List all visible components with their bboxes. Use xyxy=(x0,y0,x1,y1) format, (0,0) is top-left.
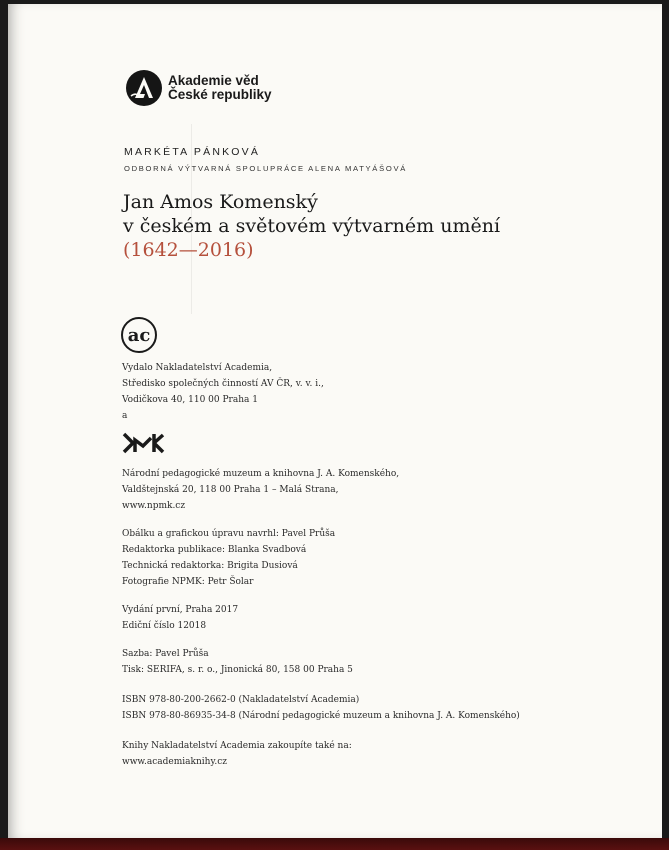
npmk-line: Valdštejnská 20, 118 00 Praha 1 – Malá Strana, xyxy=(122,485,339,495)
title-line1: Jan Amos Komenský xyxy=(123,191,318,213)
printer-line: Tisk: SERIFA, s. r. o., Jinonická 80, 158 00 Praha 5 xyxy=(122,665,353,675)
edition-block xyxy=(122,602,238,634)
academia-ac-icon xyxy=(120,316,158,359)
npmk-logo-icon xyxy=(121,432,167,459)
academy-a-icon xyxy=(126,70,162,106)
shop-website: www.academiaknihy.cz xyxy=(122,757,227,767)
academia-line: Vydalo Nakladatelství Academia, xyxy=(122,363,273,373)
edition-number: Ediční číslo 12018 xyxy=(122,621,207,631)
shop-line: Knihy Nakladatelství Academia zakoupíte také na: xyxy=(122,741,352,751)
academia-line: Vodičkova 40, 110 00 Praha 1 xyxy=(122,395,258,405)
credit-line: Technická redaktorka: Brigita Dusiová xyxy=(122,561,298,571)
book-cover-edge xyxy=(0,838,669,850)
isbn-npmk: ISBN 978-80-86935-34-8 (Národní pedagogické muzeum a knihovna J. A. Komenského) xyxy=(122,711,520,721)
print-block xyxy=(122,646,353,678)
credit-line: Obálku a grafickou úpravu navrhl: Pavel Průša xyxy=(122,529,336,539)
npmk-line: Národní pedagogické muzeum a knihovna J. A. Komenského, xyxy=(122,469,400,479)
academy-name-line1: Akademie věd xyxy=(168,73,259,88)
academy-name xyxy=(168,74,272,102)
title-line2: v českém a světovém výtvarném umění xyxy=(123,215,501,237)
collaboration-credit: ODBORNÁ VÝTVARNÁ SPOLUPRÁCE ALENA MATYÁŠOVÁ xyxy=(124,164,407,173)
conjunction: a xyxy=(122,411,128,421)
typesetting-line: Sazba: Pavel Průša xyxy=(122,649,209,659)
academia-line: Středisko společných činností AV ČR, v. v. i., xyxy=(122,379,324,389)
academia-publisher-block xyxy=(122,360,324,424)
academia-logo-text: ac xyxy=(127,325,151,346)
shop-block xyxy=(122,738,352,770)
isbn-block xyxy=(122,692,520,724)
isbn-academia: ISBN 978-80-200-2662-0 (Nakladatelství Academia) xyxy=(122,695,360,705)
credits-block xyxy=(122,526,335,590)
title-years: (1642—2016) xyxy=(123,239,254,261)
academy-logo xyxy=(126,70,272,106)
book-title xyxy=(123,190,500,262)
npmk-publisher-block xyxy=(122,466,399,514)
credit-line: Fotografie NPMK: Petr Šolar xyxy=(122,577,254,587)
edition-line: Vydání první, Praha 2017 xyxy=(122,605,239,615)
academy-name-line2: České republiky xyxy=(168,87,272,102)
npmk-website: www.npmk.cz xyxy=(122,501,186,511)
credit-line: Redaktorka publikace: Blanka Svadbová xyxy=(122,545,307,555)
author-name: MARKÉTA PÁNKOVÁ xyxy=(124,146,261,158)
